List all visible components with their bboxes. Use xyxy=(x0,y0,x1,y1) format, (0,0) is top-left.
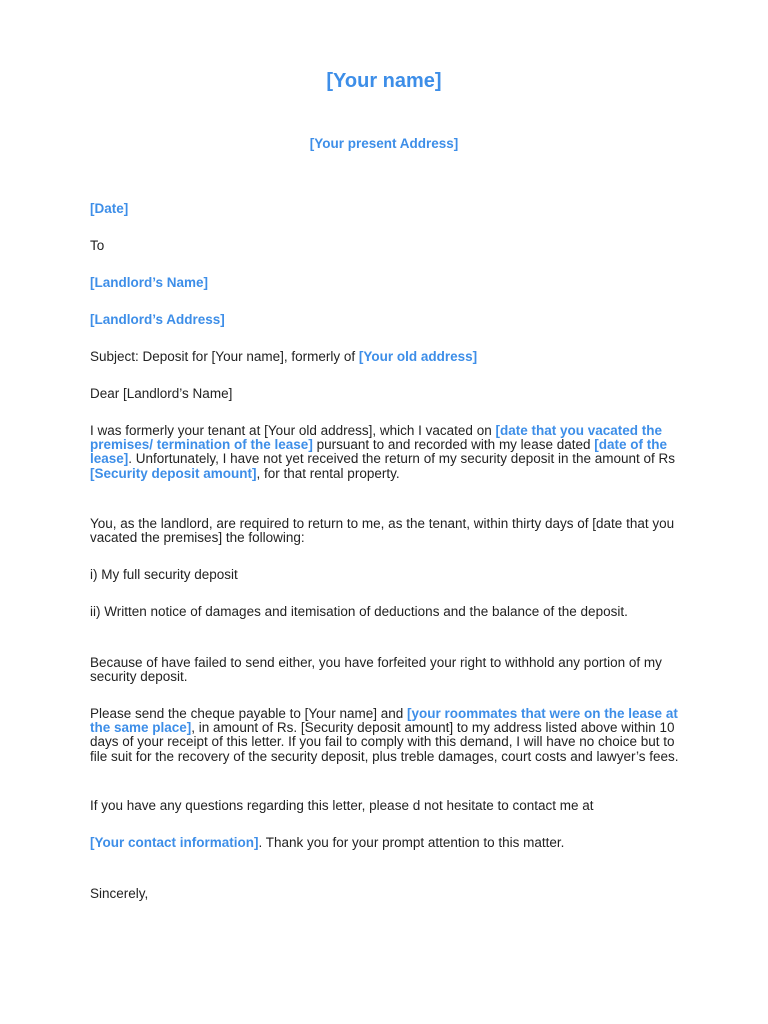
paragraph-demand xyxy=(90,707,680,764)
subject-old-address: [Your old address] xyxy=(358,349,478,364)
para1-deposit-amount: [Security deposit amount] xyxy=(90,465,257,481)
paragraph-forfeit: Because of have failed to send either, you have forfeited your right to withhold any portion of my security deposit. xyxy=(90,655,662,685)
contact-line xyxy=(90,836,680,850)
recipient-to: To xyxy=(90,238,105,253)
para1-text-1: I was formerly your tenant at [Your old address], which I vacated on xyxy=(90,423,496,438)
salutation: Dear [Landlord’s Name] xyxy=(90,386,233,401)
para1-text-2: pursuant to and recorded with my lease dated xyxy=(312,437,595,453)
subject-line xyxy=(90,350,680,364)
para1-text-4: , for that rental property. xyxy=(256,465,400,481)
closing: Sincerely, xyxy=(90,886,149,901)
sender-address: [Your present Address] xyxy=(309,136,459,151)
paragraph-questions: If you have any questions regarding this letter, please d not hesitate to contact me at xyxy=(90,798,594,813)
para1-lease-date: [date of the lease] xyxy=(90,437,667,467)
para4-text-2: , in amount of Rs. [Security deposit amount] to my address listed above within 10 days of your receipt of this letter. If you fail to comply with this demand, I will have no choice but to file suit for the recovery of the security deposit, plus treble damages, court costs and lawyer’s fees. xyxy=(90,720,679,764)
para4-roommates: [your roommates that were on the lease at the same place] xyxy=(90,706,678,736)
list-item-notice: ii) Written notice of damages and itemisation of deductions and the balance of the deposit. xyxy=(90,604,628,619)
para1-text-3: . Unfortunately, I have not yet received the return of my security deposit in the amount of Rs xyxy=(128,451,676,467)
contact-thanks: . Thank you for your prompt attention to this matter. xyxy=(258,835,565,850)
paragraph-obligation: You, as the landlord, are required to return to me, as the tenant, within thirty days of [date that you vacated the premises] the following: xyxy=(90,516,675,546)
letter-date: [Date] xyxy=(90,201,129,216)
landlord-address: [Landlord’s Address] xyxy=(90,312,225,327)
landlord-name: [Landlord’s Name] xyxy=(90,275,209,290)
subject-text: Subject: Deposit for [Your name], formerly of xyxy=(90,349,359,364)
para1-vacate-date: [date that you vacated the premises/ termination of the lease] xyxy=(90,423,663,453)
contact-information: [Your contact information] xyxy=(90,835,259,850)
list-item-deposit: i) My full security deposit xyxy=(90,567,238,582)
sender-name: [Your name] xyxy=(326,70,442,92)
paragraph-tenancy xyxy=(90,424,680,481)
para4-text-1: Please send the cheque payable to [Your name] and xyxy=(90,706,407,721)
